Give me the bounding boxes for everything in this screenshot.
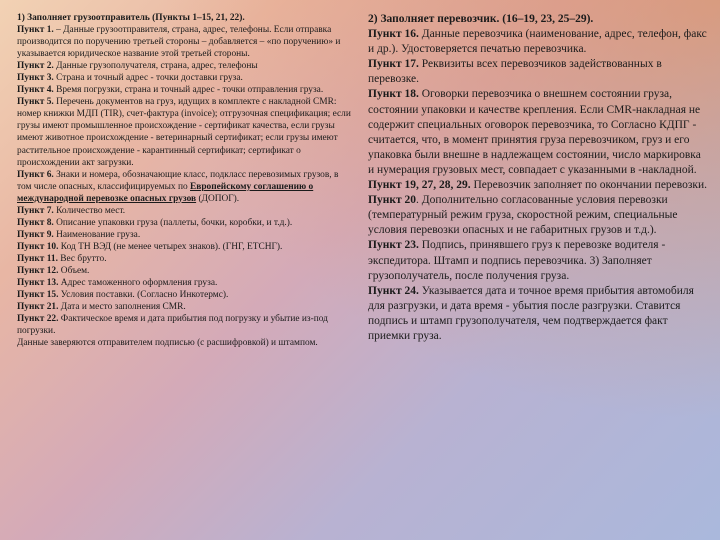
item-p10 — [17, 241, 351, 253]
item-label: Пункт 5. — [17, 97, 54, 108]
left-heading — [17, 12, 351, 24]
left-footer: Данные заверяются отправителем подписью (с расшифровкой) и штампом. — [17, 338, 318, 349]
item-label: Пункт 9. — [17, 229, 54, 240]
item-text: Данные грузополучателя, страна, адрес, телефоны — [53, 61, 258, 72]
item-p17 — [368, 57, 708, 87]
item-text: Страна и точный адрес - точки доставки груза. — [53, 73, 243, 84]
item-p4 — [17, 84, 351, 96]
item-text: Данные перевозчика (наименование, адрес, телефон, факс и др.). Удостоверяется печатью перевозчика. — [368, 28, 707, 56]
item-label: Пункт 22. — [17, 314, 59, 325]
item-label: Пункт 12. — [17, 265, 59, 276]
item-p23 — [368, 238, 708, 283]
item-p7 — [17, 205, 351, 217]
item-text: Оговорки перевозчика о внешнем состоянии груза, состоянии упаковки и качестве крепления. Если CMR-накладная не содержит специальных оговорок перевозчика, то Согласно КДПГ - считается, что, в момент принятия груза перевозчиком, груз и его упаковка были внешне в надлежащем состоянии, число маркировка и нумерация грузовых мест, совпадает с указанными в -накладной. — [368, 88, 701, 176]
item-label: Пункт 2. — [17, 61, 54, 72]
item-text: Время погрузки, страна и точный адрес - точки отправления груза. — [53, 85, 324, 96]
item-p20 — [368, 193, 708, 238]
item-text: Фактическое время и дата прибытия под погрузку и убытие из-под погрузки. — [17, 314, 328, 337]
item-p5 — [17, 96, 351, 168]
item-label: Пункт 23. — [368, 239, 419, 252]
item-text: Количество мест. — [53, 205, 126, 216]
heading-text: 2) Заполняет перевозчик. (16–19, 23, 25–29). — [368, 13, 594, 25]
item-label: Пункт 17. — [368, 58, 419, 71]
item-label: Пункт 8. — [17, 217, 54, 228]
item-label: Пункт 19, 27, 28, 29. — [368, 179, 471, 192]
item-text: Указывается дата и точное время прибытия автомобиля для разгрузки, и дата время - убытия после разгрузки. Ставится подпись и штамп грузополучателя, чем подтверждается факт приемки груза. — [368, 284, 694, 342]
item-p13 — [17, 277, 351, 289]
item-text: Дата и место заполнения CMR. — [58, 302, 186, 313]
item-p8 — [17, 217, 351, 229]
item-text: Реквизиты всех перевозчиков задействованных в перевозке. — [368, 58, 662, 86]
item-p22 — [17, 313, 351, 337]
item-label: Пункт 11. — [17, 253, 58, 264]
item-text: Объем. — [58, 265, 90, 276]
adr-agreement-link[interactable]: Европейскому соглашению о международной перевозке опасных грузов — [17, 181, 314, 204]
item-text: Вес брутто. — [57, 253, 107, 264]
item-label: Пункт 24. — [368, 284, 419, 297]
item-label: Пункт 7. — [17, 205, 54, 216]
item-text: Описание упаковки груза (паллеты, бочки, коробки, и т.д.). — [53, 217, 293, 228]
item-text: Условия поставки. (Согласно Инкотермс). — [58, 290, 229, 301]
item-label: Пункт 20 — [368, 194, 416, 207]
item-label: Пункт 4. — [17, 85, 54, 96]
item-p12 — [17, 265, 351, 277]
item-text: Знаки и номера, обозначающие класс, подкласс перевозимых грузов, в том числе опасных, классифицируемых по — [17, 169, 339, 192]
item-p16 — [368, 27, 708, 57]
item-p21 — [17, 301, 351, 313]
item-text: Код ТН ВЭД (не менее четырех знаков). (ГНГ, ЕТСНГ). — [58, 241, 283, 252]
item-p2 — [17, 60, 351, 72]
item-label: Пункт 10. — [17, 241, 59, 252]
item-label: Пункт 18. — [368, 88, 419, 101]
item-p9 — [17, 229, 351, 241]
item-label: Пункт 6. — [17, 169, 54, 180]
item-label: Пункт 15. — [17, 290, 59, 301]
item-text: Перечень документов на груз, идущих в комплекте с накладной CMR: номер книжки МДП (TIR), счет-фактура (invoice); отгрузочная спецификация; если грузы имеют промышленное происхождение - сертификат качества, если грузы имеют животное происхождение - ветеринарный сертификат; если грузы имеют растительное происхождение - карантинный сертификат; сертификат о происхождении акт загрузки. — [17, 97, 351, 168]
left-column — [17, 12, 351, 349]
item-p18 — [368, 87, 708, 178]
item-label: Пункт 3. — [17, 73, 54, 84]
item-label: Пункт 13. — [17, 278, 59, 289]
item-label: Пункт 1. — [17, 25, 54, 36]
item-text: Перевозчик заполняет по окончании перевозки. — [470, 179, 708, 192]
item-text: . Дополнительно согласованные условия перевозки (температурный режим груза, скоростной режим, специальные условия перевозки опасных и не габаритных грузов и т.д.). — [368, 194, 678, 237]
item-text-after: (ДОПОГ). — [196, 193, 240, 204]
item-p11 — [17, 253, 351, 265]
item-text: – Данные грузоотправителя, страна, адрес, телефоны. Если отправка производится по поручению третьей стороны – добавляется – «по поручению» и указывается юридическое название этой третьей стороны. — [17, 25, 341, 60]
item-p6 — [17, 169, 351, 205]
heading-text: 1) Заполняет грузоотправитель (Пункты 1–15, 21, 22). — [17, 13, 245, 23]
right-heading — [368, 12, 708, 27]
item-p24 — [368, 284, 708, 344]
item-text: Наименование груза. — [53, 229, 141, 240]
item-p3 — [17, 72, 351, 84]
item-text: Адрес таможенного оформления груза. — [58, 278, 218, 289]
item-p19 — [368, 178, 708, 193]
item-p1 — [17, 24, 351, 60]
item-p15 — [17, 289, 351, 301]
item-label: Пункт 21. — [17, 302, 59, 313]
item-text: Подпись, принявшего груз к перевозке водителя - экспедитора. Штамп и подпись перевозчика. 3) Заполняет грузополучатель, после получения груза. — [368, 239, 666, 282]
item-label: Пункт 16. — [368, 28, 419, 41]
right-column — [368, 12, 708, 344]
